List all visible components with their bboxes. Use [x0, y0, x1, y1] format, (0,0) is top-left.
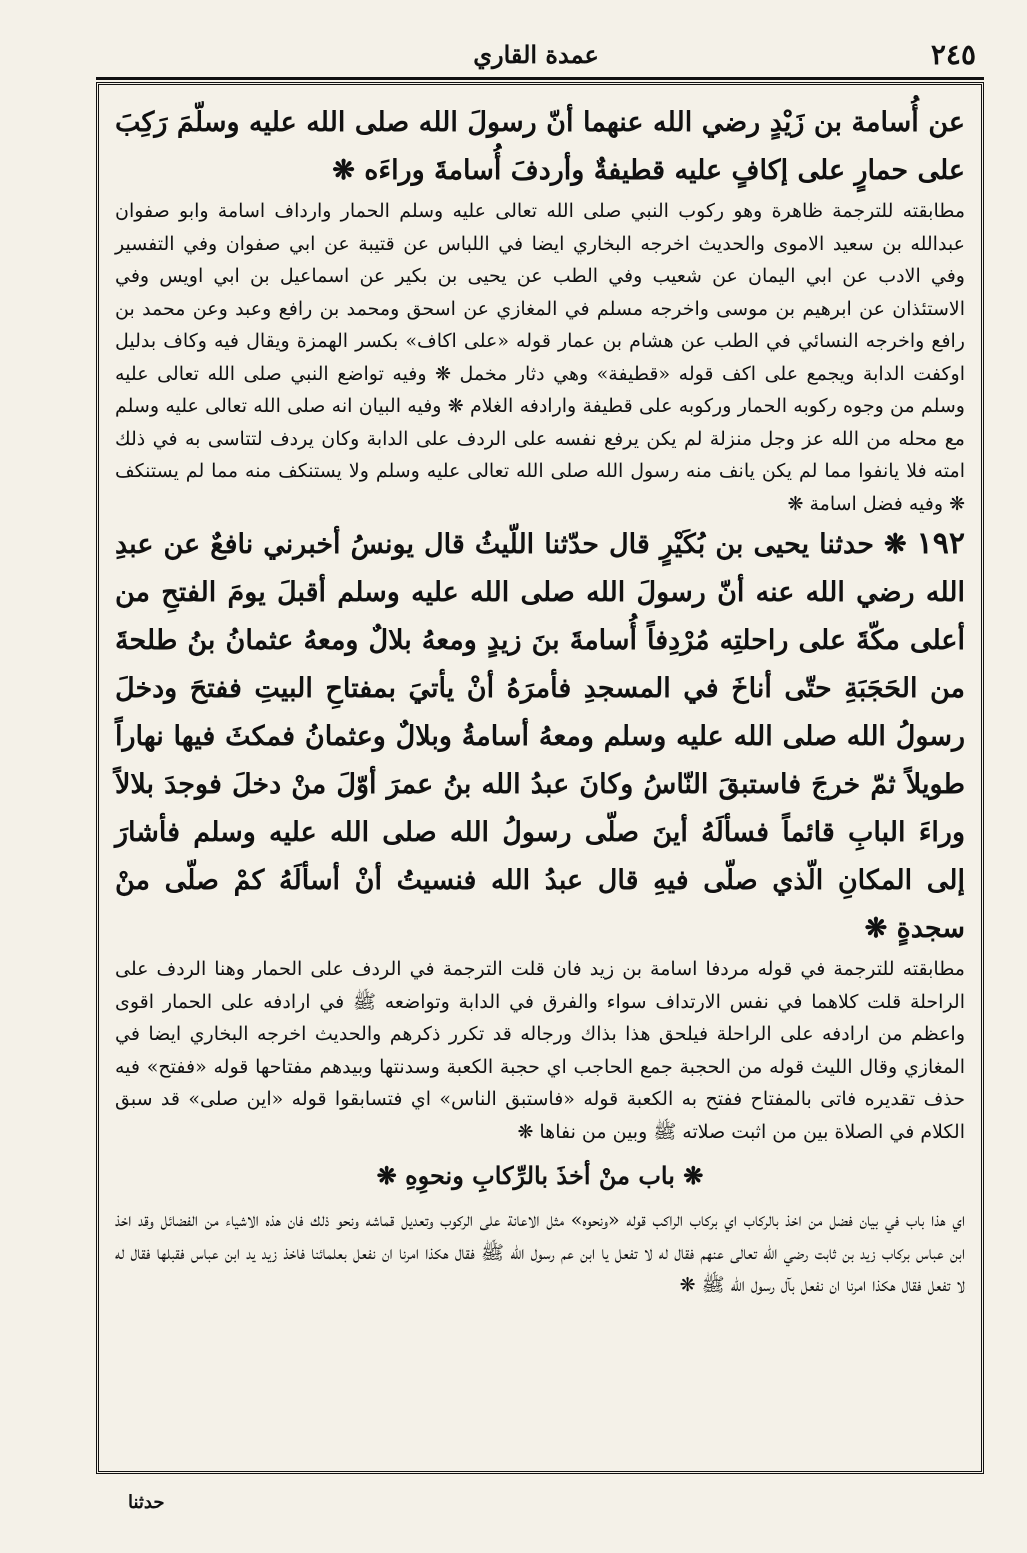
book-title: عمدة القاري	[473, 40, 599, 69]
page-header	[96, 38, 976, 74]
chapter-heading: ❋ باب منْ أخذَ بالرِّكابِ ونحوِهِ ❋	[376, 1161, 704, 1190]
header-rule	[96, 77, 984, 80]
hadith-text-2: ❋ حدثنا يحيى بن بُكَيْرٍ قال حدّثنا اللّيثُ قال يونسُ أخبرني نافعٌ عن عبدِ الله رضي الله عنه أنّ رسولَ الله صلى الله عليه وسلم أقبلَ يومَ الفتحِ من أعلى مكّةَ على راحلتِه مُرْدِفاً أُسامةَ بنَ زيدٍ ومعهُ بلالٌ ومعهُ عثمانُ بنُ طلحةَ من الحَجَبَةِ حتّى أناخَ في المسجدِ فأمرَهُ أنْ يأتيَ بمفتاحِ البيتِ ففتحَ ودخلَ رسولُ الله صلى الله عليه وسلم ومعهُ أسامةُ وبلالٌ وعثمانُ فمكثَ فيها نهاراً طويلاً ثمّ خرجَ فاستبقَ النّاسُ وكانَ عبدُ الله بنُ عمرَ أوّلَ منْ دخلَ فوجدَ بلالاً وراءَ البابِ قائماً فسألَهُ أينَ صلّى رسولُ الله صلى الله عليه وسلم فأشارَ إلى المكانِ الّذي صلّى فيهِ قال عبدُ الله فنسيتُ أنْ أسألَهُ كمْ صلّى منْ سجدةٍ ❋	[115, 529, 965, 944]
commentary-1: مطابقته للترجمة ظاهرة وهو ركوب النبي صلى الله تعالى عليه وسلم الحمار وارداف اسامة وابو صفوان عبدالله بن سعيد الاموى والحديث اخرجه البخاري ايضا في اللباس عن قتيبة عن ابي صفوان وفي التفسير وفي الادب عن ابي اليمان عن شعيب وفي الطب عن يحيى بن بكير عن اسماعيل بن ابي اويس وفي الاستئذان عن ابرهيم بن موسى واخرجه مسلم في المغازي عن اسحق ومحمد بن رافع وعبد وعن محمد بن رافع واخرجه النسائي في الطب عن هشام بن عمار قوله «على اكاف» بكسر الهمزة ويقال فيه وكاف بدليل اوكفت الدابة ويجمع على اكف قوله «قطيفة» وهي دثار مخمل ❋ وفيه تواضع النبي صلى الله تعالى عليه وسلم من وجوه ركوبه الحمار وركوبه على قطيفة وارادفه الغلام ❋ وفيه البيان انه صلى الله تعالى عليه وسلم مع محله من الله عز وجل منزلة لم يكن يرفع نفسه على الردف على الدابة وكان يردف لتتاسى به في ذلك امته فلا يانفوا مما لم يكن يانف منه رسول الله صلى الله تعالى عليه وسلم ولا يستنكف منه مما لم يستنكف ❋ وفيه فضل اسامة ❋	[115, 200, 965, 515]
commentary-2: مطابقته للترجمة في قوله مردفا اسامة بن زيد فان قلت الترجمة في الردف على الحمار وهنا الردف على الراحلة قلت كلاهما في نفس الارتداف سواء والفرق في الدابة وتواضعه ﷺ في ارادفه على الحمار اقوى واعظم من ارادفه على الراحلة فيلحق هذا بذاك ورجاله قد تكرر ذكرهم والحديث اخرجه البخاري ايضا في المغازي وقال الليث قوله من الحجبة جمع الحاجب اي حجبة الكعبة وسدنتها وبيدهم مفتاحها قوله «ففتح» فيه حذف تقديره فاتى بالمفتاح ففتح به الكعبة قوله «فاستبق الناس» اي فتسابقوا قوله «اين صلى» قد سبق الكلام في الصلاة بين من اثبت صلاته ﷺ وبين من نفاها ❋	[115, 958, 965, 1143]
hadith-number: ١٩٢	[916, 526, 965, 561]
hadith-text-1: عن أُسامة بن زَيْدٍ رضي الله عنهما أنّ رسولَ الله صلى الله عليه وسلّمَ رَكِبَ على حمارٍ على إكافٍ عليه قطيفةٌ وأردفَ أُسامةَ وراءَه ❋	[115, 107, 965, 186]
page-number: ٢٤٥	[930, 38, 976, 71]
commentary-3: اي هذا باب في بيان فضل من اخذ بالركاب اي بركاب الراكب قوله «ونحوه» مثل الاعانة على الركوب وتعديل قماشه ونحو ذلك فان هذه الاشياء من الفضائل وقد اخذ ابن عباس بركاب زيد بن ثابت رضي الله تعالى عنهم فقال له لا تفعل يا ابن عم رسول الله ﷺ فقال هكذا امرنا ان نفعل بعلمائنا فاخذ زيد يد ابن عباس فقبلها فقال له لا تفعل فقال هكذا امرنا ان نفعل بآل رسول الله ﷺ ❋	[115, 1209, 965, 1296]
catchword: حدثنا	[128, 1492, 165, 1513]
hadith-block-2	[115, 520, 965, 953]
page-body	[115, 99, 965, 1461]
page-frame	[96, 82, 984, 1474]
